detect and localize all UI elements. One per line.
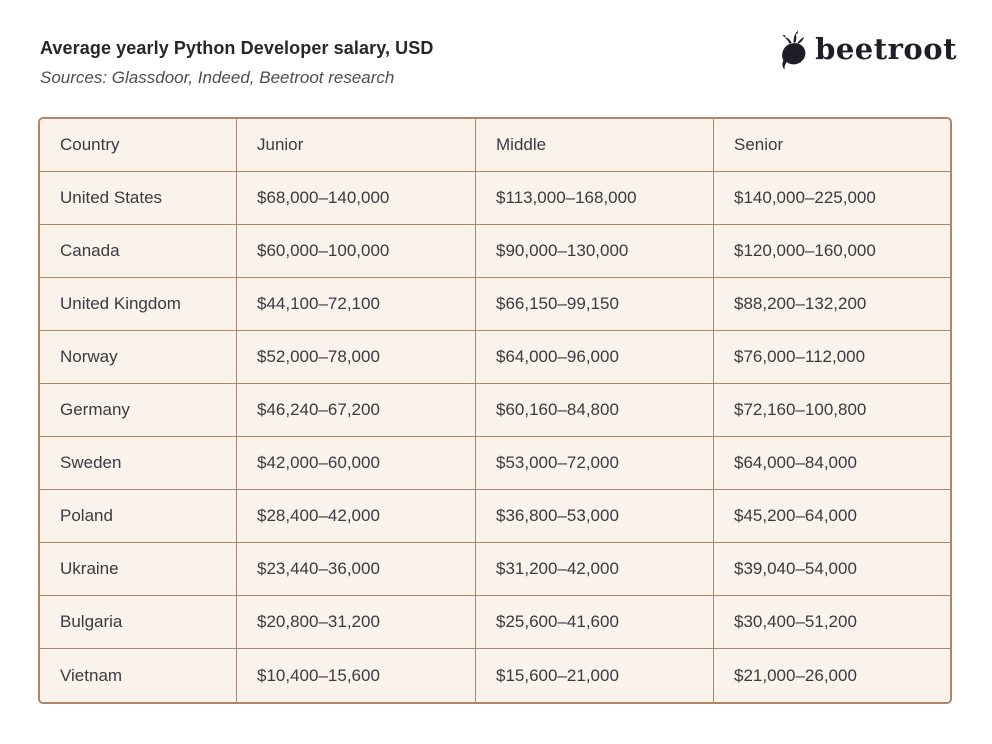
header-block [40, 38, 433, 88]
salary-range-cell: $64,000–96,000 [476, 331, 714, 384]
column-header-junior: Junior [237, 119, 476, 172]
salary-range-cell: $90,000–130,000 [476, 225, 714, 278]
table-row [40, 490, 952, 543]
salary-range-cell: $68,000–140,000 [237, 172, 476, 225]
logo-wordmark: beetroot [815, 32, 957, 66]
salary-range-cell: $113,000–168,000 [476, 172, 714, 225]
page-subtitle: Sources: Glassdoor, Indeed, Beetroot research [40, 68, 395, 87]
beetroot-logo [775, 27, 957, 71]
salary-range-cell: $140,000–225,000 [714, 172, 952, 225]
salary-range-cell: $88,200–132,200 [714, 278, 952, 331]
salary-table-body [40, 172, 952, 702]
country-cell: Sweden [40, 437, 237, 490]
salary-range-cell: $72,160–100,800 [714, 384, 952, 437]
table-row [40, 172, 952, 225]
salary-table-grid [40, 119, 952, 702]
country-cell: Norway [40, 331, 237, 384]
salary-range-cell: $28,400–42,000 [237, 490, 476, 543]
salary-range-cell: $25,600–41,600 [476, 596, 714, 649]
table-header-row [40, 119, 952, 172]
salary-range-cell: $10,400–15,600 [237, 649, 476, 702]
salary-range-cell: $60,160–84,800 [476, 384, 714, 437]
salary-range-cell: $76,000–112,000 [714, 331, 952, 384]
salary-range-cell: $36,800–53,000 [476, 490, 714, 543]
column-header-country: Country [40, 119, 237, 172]
salary-range-cell: $21,000–26,000 [714, 649, 952, 702]
country-cell: Germany [40, 384, 237, 437]
salary-range-cell: $44,100–72,100 [237, 278, 476, 331]
salary-range-cell: $45,200–64,000 [714, 490, 952, 543]
country-cell: United States [40, 172, 237, 225]
beetroot-icon [775, 27, 811, 71]
table-row [40, 278, 952, 331]
salary-range-cell: $53,000–72,000 [476, 437, 714, 490]
table-row [40, 543, 952, 596]
salary-range-cell: $60,000–100,000 [237, 225, 476, 278]
salary-range-cell: $52,000–78,000 [237, 331, 476, 384]
table-row [40, 225, 952, 278]
country-cell: Poland [40, 490, 237, 543]
salary-range-cell: $120,000–160,000 [714, 225, 952, 278]
column-header-senior: Senior [714, 119, 952, 172]
table-row [40, 331, 952, 384]
salary-range-cell: $66,150–99,150 [476, 278, 714, 331]
salary-range-cell: $64,000–84,000 [714, 437, 952, 490]
country-cell: Canada [40, 225, 237, 278]
table-row [40, 437, 952, 490]
table-row [40, 384, 952, 437]
salary-range-cell: $20,800–31,200 [237, 596, 476, 649]
salary-range-cell: $31,200–42,000 [476, 543, 714, 596]
salary-range-cell: $42,000–60,000 [237, 437, 476, 490]
column-header-middle: Middle [476, 119, 714, 172]
salary-range-cell: $23,440–36,000 [237, 543, 476, 596]
table-row [40, 649, 952, 702]
salary-range-cell: $15,600–21,000 [476, 649, 714, 702]
country-cell: United Kingdom [40, 278, 237, 331]
salary-range-cell: $39,040–54,000 [714, 543, 952, 596]
table-row [40, 596, 952, 649]
country-cell: Ukraine [40, 543, 237, 596]
page-title: Average yearly Python Developer salary, USD [40, 38, 434, 58]
salary-range-cell: $46,240–67,200 [237, 384, 476, 437]
country-cell: Bulgaria [40, 596, 237, 649]
salary-range-cell: $30,400–51,200 [714, 596, 952, 649]
salary-table [38, 117, 952, 704]
country-cell: Vietnam [40, 649, 237, 702]
